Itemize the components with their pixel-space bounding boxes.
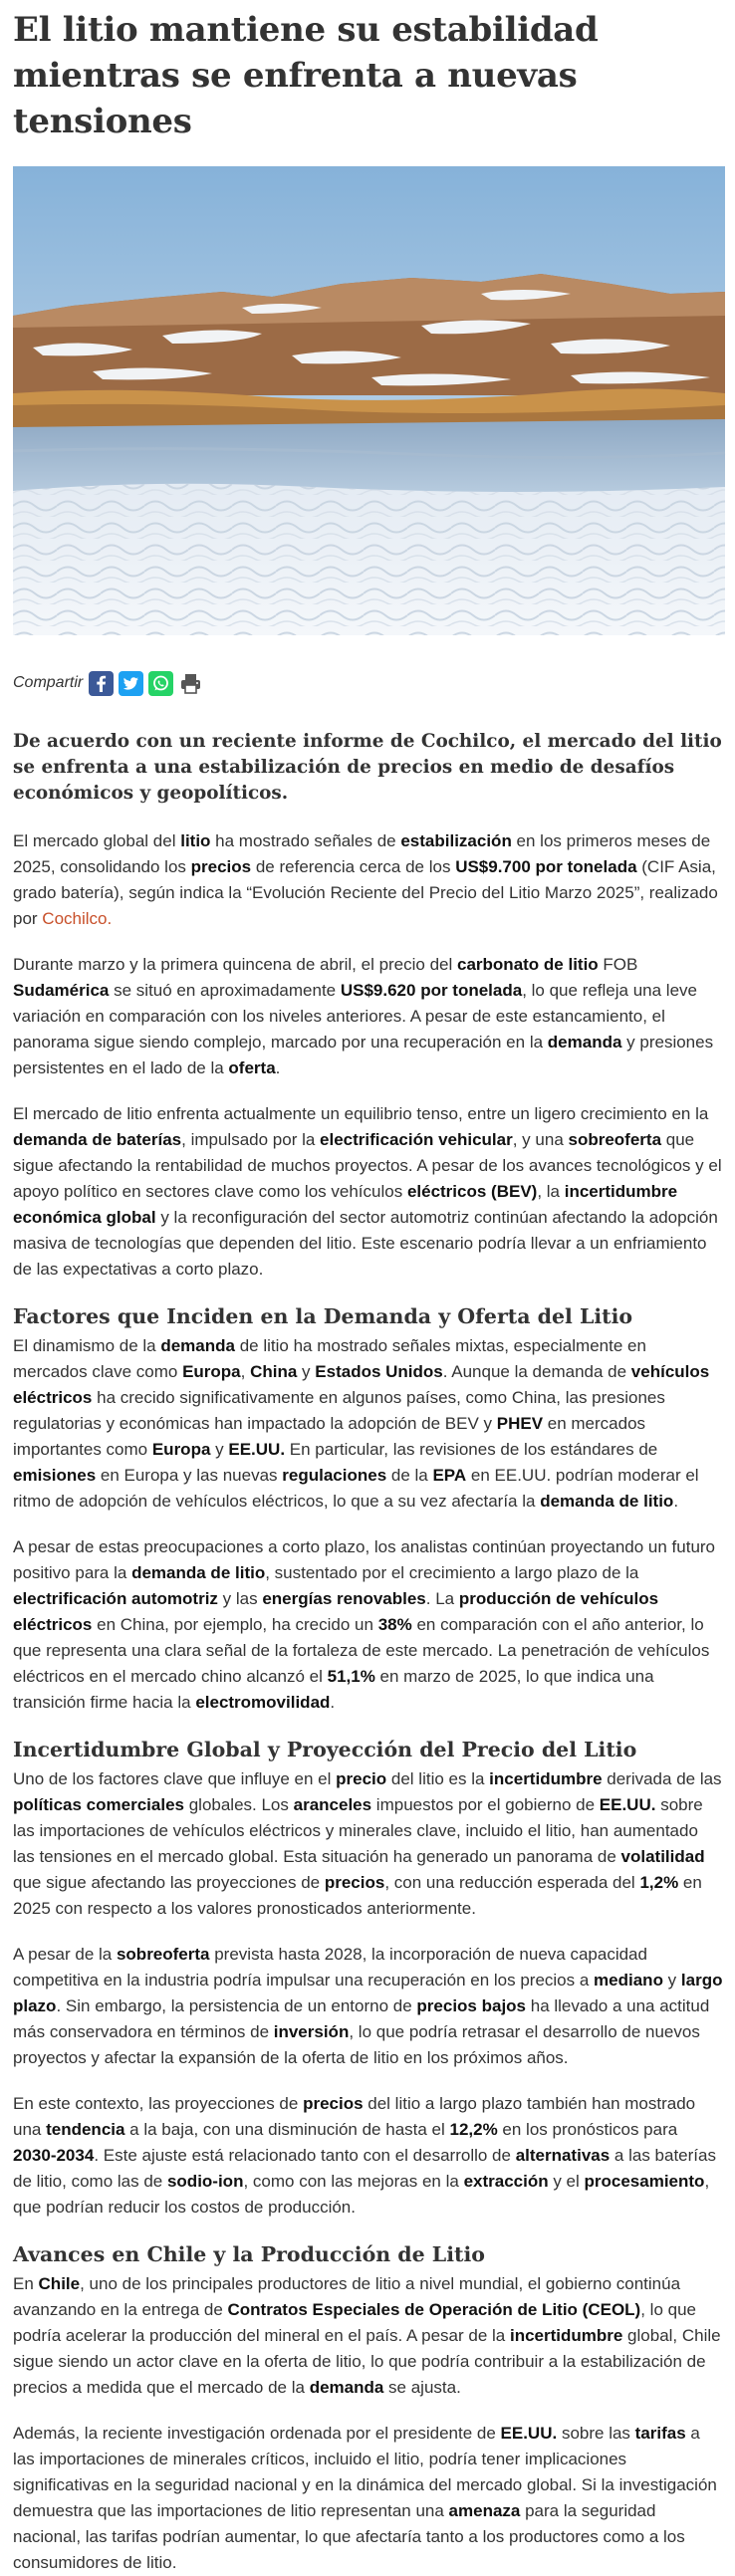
- text: y la reconfiguración del sector automotriz continúan afectando la adopción masiva de tecnologías que dependen del litio. Este escenario podría llevar a un enfriamiento de las expectativas a corto plazo.: [13, 1208, 718, 1279]
- bold-text: aranceles: [293, 1795, 372, 1814]
- bold-text: electrificación vehicular: [320, 1130, 513, 1149]
- bold-text: emisiones: [13, 1466, 97, 1485]
- text: para la seguridad nacional, las tarifas podrían aumentar, lo que afectaría tanto a los productores como a los consumidores de litio.: [13, 2501, 685, 2572]
- text: en los pronósticos para: [497, 2120, 678, 2139]
- text: sobre las: [557, 2424, 635, 2443]
- text: global, Chile sigue siendo un actor clave en la oferta de litio, lo que podría contribuir a la estabilización de precios a medida que el mercado de la: [13, 2326, 721, 2397]
- text: de referencia cerca de los: [251, 857, 456, 876]
- text: Durante marzo y la primera quincena de abril, el precio del: [13, 955, 458, 974]
- bold-text: 1,2%: [639, 1873, 679, 1892]
- bold-text: 12,2%: [449, 2120, 498, 2139]
- bold-text: litio: [180, 831, 211, 850]
- print-icon[interactable]: [178, 671, 203, 696]
- bold-text: sobreoferta: [568, 1130, 662, 1149]
- text: globales. Los: [183, 1795, 294, 1814]
- text: en 2025 con respecto a los valores pronosticados anteriormente.: [13, 1873, 702, 1918]
- text: impuestos por el gobierno de: [371, 1795, 600, 1814]
- article-title: El litio mantiene su estabilidad mientras se enfrenta a nuevas tensiones: [13, 10, 599, 141]
- facebook-icon[interactable]: [89, 671, 114, 696]
- text: que sigue afectando las proyecciones de: [13, 1873, 325, 1892]
- bold-text: demanda: [160, 1336, 235, 1355]
- text: , sustentado por el crecimiento a largo plazo de la: [265, 1563, 639, 1582]
- bold-text: 38%: [377, 1615, 412, 1634]
- text: , que podrían reducir los costos de producción.: [13, 2172, 710, 2217]
- text: del litio es la: [386, 1769, 490, 1788]
- bold-text: EE.UU.: [599, 1795, 656, 1814]
- bold-text: 51,1%: [327, 1667, 375, 1686]
- bold-text: PHEV: [496, 1414, 544, 1433]
- text: El mercado de litio enfrenta actualmente un equilibrio tenso, entre un ligero crecimiento en la: [13, 1104, 709, 1123]
- paragraph: [13, 1101, 723, 1283]
- cochilco-link[interactable]: Cochilco.: [42, 909, 113, 928]
- text: ha llevado a una actitud más conservadora en términos de: [13, 1996, 710, 2041]
- text: . Este ajuste está relacionado tanto con el desarrollo de: [94, 2146, 516, 2165]
- bold-text: carbonato de litio: [457, 955, 599, 974]
- bold-text: Estados Unidos: [315, 1362, 443, 1381]
- bold-text: precio: [336, 1769, 387, 1788]
- text: , lo que refleja una leve variación en comparación con los niveles anteriores. A pesar de este estancamiento, el panorama sigue siendo complejo, marcado por una recuperación en la: [13, 981, 697, 1052]
- bold-text: sodio-ion: [166, 2172, 244, 2191]
- text: en Europa y las nuevas: [96, 1466, 283, 1485]
- share-bar: [13, 667, 723, 699]
- bold-text: 2030-2034: [13, 2146, 95, 2165]
- paragraph: [13, 828, 723, 932]
- bold-text: mediano: [594, 1971, 663, 1990]
- bold-text: EE.UU.: [500, 2424, 558, 2443]
- text: , uno de los principales productores de litio a nivel mundial, el gobierno continúa avanzando en la entrega de: [13, 2274, 681, 2319]
- text: en marzo de 2025, lo que indica una transición firme hacia la: [13, 1667, 654, 1712]
- text: ha mostrado señales de: [210, 831, 401, 850]
- text: en comparación con el año anterior, lo que representa una clara señal de la fortaleza de este mercado. La penetración de vehículos eléctricos en el mercado chino alcanzó el: [13, 1615, 710, 1686]
- text: se ajusta.: [383, 2378, 461, 2397]
- bold-text: US$9.700 por tonelada: [455, 857, 637, 876]
- text: .: [673, 1492, 679, 1511]
- bold-text: incertidumbre: [509, 2326, 623, 2345]
- bold-text: incertidumbre económica global: [13, 1182, 678, 1227]
- text: en los primeros meses de 2025, consolidando los: [13, 831, 711, 876]
- bold-text: inversión: [273, 2022, 350, 2041]
- article-body: [13, 828, 723, 2576]
- text: ,: [240, 1362, 251, 1381]
- text: En: [13, 2274, 39, 2293]
- text: , lo que podría acelerar la producción del mineral en el país. A pesar de la: [13, 2300, 696, 2345]
- bold-text: estabilización: [400, 831, 512, 850]
- bold-text: EE.UU.: [228, 1440, 286, 1459]
- text: , y una: [512, 1130, 569, 1149]
- text: . Aunque la demanda de: [442, 1362, 631, 1381]
- bold-text: amenaza: [448, 2501, 521, 2520]
- bold-text: tendencia: [46, 2120, 125, 2139]
- text: en mercados importantes como: [13, 1414, 646, 1459]
- text: A pesar de estas preocupaciones a corto plazo, los analistas continúan proyectando un futuro positivo para la: [13, 1537, 716, 1582]
- text: , la: [537, 1182, 565, 1201]
- bold-text: EPA: [432, 1466, 467, 1485]
- text: , con una reducción esperada del: [384, 1873, 640, 1892]
- hero-image: [13, 166, 725, 635]
- text: ha crecido significativamente en algunos países, como China, las presiones regulatorias y económicas han impactado la adopción de BEV y: [13, 1388, 665, 1433]
- text: El mercado global del: [13, 831, 181, 850]
- bold-text: vehículos eléctricos: [13, 1362, 710, 1407]
- salt-flat-landscape-image: [13, 166, 725, 635]
- bold-text: Europa: [182, 1362, 241, 1381]
- text: .: [275, 1058, 281, 1077]
- paragraph: [13, 1942, 723, 2071]
- bold-text: producción de vehículos eléctricos: [13, 1589, 659, 1634]
- bold-text: extracción: [463, 2172, 549, 2191]
- bold-text: US$9.620 por tonelada: [340, 981, 523, 1000]
- bold-text: sobreoferta: [116, 1945, 210, 1964]
- twitter-icon[interactable]: [119, 671, 143, 696]
- text: Uno de los factores clave que influye en el: [13, 1769, 337, 1788]
- bold-text: Chile: [38, 2274, 81, 2293]
- text: El dinamismo de la: [13, 1336, 161, 1355]
- bold-text: precios bajos: [416, 1996, 527, 2015]
- bold-text: precios: [324, 1873, 385, 1892]
- bold-text: China: [250, 1362, 298, 1381]
- text: .: [330, 1693, 336, 1712]
- text: de litio ha mostrado señales mixtas, especialmente en mercados clave como: [13, 1336, 646, 1381]
- bold-text: procesamiento: [584, 2172, 705, 2191]
- section-heading: Factores que Inciden en la Demanda y Oferta del Litio: [13, 1304, 633, 1328]
- bold-text: volatilidad: [620, 1847, 705, 1866]
- bold-text: demanda: [547, 1033, 622, 1052]
- text: y: [210, 1440, 229, 1459]
- bold-text: largo plazo: [13, 1971, 723, 2015]
- text: a las importaciones de minerales críticos, incluido el litio, podría tener implicaciones significativas en la seguridad nacional y en la dinámica del mercado global. Si la investigación demuestra que las importaciones de litio representan una: [13, 2424, 717, 2520]
- text: . La: [425, 1589, 459, 1608]
- text: A pesar de la: [13, 1945, 117, 1964]
- paragraph: [13, 2421, 723, 2576]
- text: En este contexto, las proyecciones de: [13, 2094, 304, 2113]
- text: se situó en aproximadamente: [109, 981, 341, 1000]
- bold-text: demanda de baterías: [13, 1130, 182, 1149]
- paragraph: [13, 2091, 723, 2221]
- text: En particular, las revisiones de los estándares de: [285, 1440, 658, 1459]
- text: y las: [217, 1589, 263, 1608]
- bold-text: alternativas: [515, 2146, 611, 2165]
- bold-text: demanda: [309, 2378, 384, 2397]
- bold-text: precios: [303, 2094, 364, 2113]
- whatsapp-icon[interactable]: [148, 671, 173, 696]
- paragraph: [13, 1766, 723, 1922]
- text: , impulsado por la: [181, 1130, 321, 1149]
- text: FOB: [598, 955, 638, 974]
- bold-text: políticas comerciales: [13, 1795, 184, 1814]
- bold-text: tarifas: [634, 2424, 686, 2443]
- text: y: [297, 1362, 316, 1381]
- text: derivada de las: [602, 1769, 722, 1788]
- text: . Sin embargo, la persistencia de un entorno de: [56, 1996, 417, 2015]
- bold-text: oferta: [228, 1058, 276, 1077]
- bold-text: energías renovables: [262, 1589, 426, 1608]
- share-label: Compartir: [13, 674, 84, 691]
- bold-text: Europa: [151, 1440, 211, 1459]
- article-lead: De acuerdo con un reciente informe de Cochilco, el mercado del litio se enfrenta a una estabilización de precios en medio de desafíos económicos y geopolíticos.: [13, 731, 722, 804]
- text: y presiones persistentes en el lado de la: [13, 1033, 714, 1077]
- text: Además, la reciente investigación ordenada por el presidente de: [13, 2424, 501, 2443]
- text: y el: [548, 2172, 585, 2191]
- text: (CIF Asia, grado batería), según indica la “Evolución Reciente del Precio del Litio Marzo 2025”, realizado por: [13, 857, 718, 928]
- bold-text: Contratos Especiales de Operación de Litio (CEOL): [227, 2300, 641, 2319]
- bold-text: incertidumbre: [489, 1769, 603, 1788]
- text: del litio a largo plazo también han mostrado una: [13, 2094, 696, 2139]
- bold-text: regulaciones: [282, 1466, 387, 1485]
- bold-text: electromovilidad: [195, 1693, 331, 1712]
- bold-text: eléctricos (BEV): [406, 1182, 538, 1201]
- bold-text: demanda de litio: [540, 1492, 674, 1511]
- text: en EE.UU. podrían moderar el ritmo de adopción de vehículos eléctricos, lo que a su vez afectaría la: [13, 1466, 699, 1511]
- paragraph: [13, 1534, 723, 1716]
- text: a la baja, con una disminución de hasta el: [124, 2120, 450, 2139]
- paragraph: [13, 1333, 723, 1515]
- text: , como con las mejoras en la: [243, 2172, 464, 2191]
- text: , lo que podría retrasar el desarrollo de nuevos proyectos y afectar la expansión de la oferta de litio en los próximos años.: [13, 2022, 700, 2067]
- bold-text: precios: [190, 857, 252, 876]
- bold-text: electrificación automotriz: [13, 1589, 218, 1608]
- text: y: [662, 1971, 681, 1990]
- text: que sigue afectando la rentabilidad de muchos proyectos. A pesar de los avances tecnológicos y el apoyo político en sectores clave como los vehículos: [13, 1130, 722, 1201]
- section-heading: Avances en Chile y la Producción de Litio: [13, 2242, 485, 2266]
- text: sobre las importaciones de vehículos eléctricos y minerales clave, incluido el litio, han aumentado las tensiones en el mercado global. Esta situación ha generado un panorama de: [13, 1795, 703, 1866]
- text: de la: [386, 1466, 433, 1485]
- text: en China, por ejemplo, ha crecido un: [92, 1615, 378, 1634]
- bold-text: Sudamérica: [13, 981, 110, 1000]
- text: a las baterías de litio, como las de: [13, 2146, 716, 2191]
- section-heading: Incertidumbre Global y Proyección del Precio del Litio: [13, 1738, 637, 1761]
- bold-text: demanda de litio: [131, 1563, 266, 1582]
- paragraph: [13, 2271, 723, 2401]
- paragraph: [13, 952, 723, 1081]
- text: prevista hasta 2028, la incorporación de nueva capacidad competitiva en la industria podría impulsar una recuperación en los precios a: [13, 1945, 647, 1990]
